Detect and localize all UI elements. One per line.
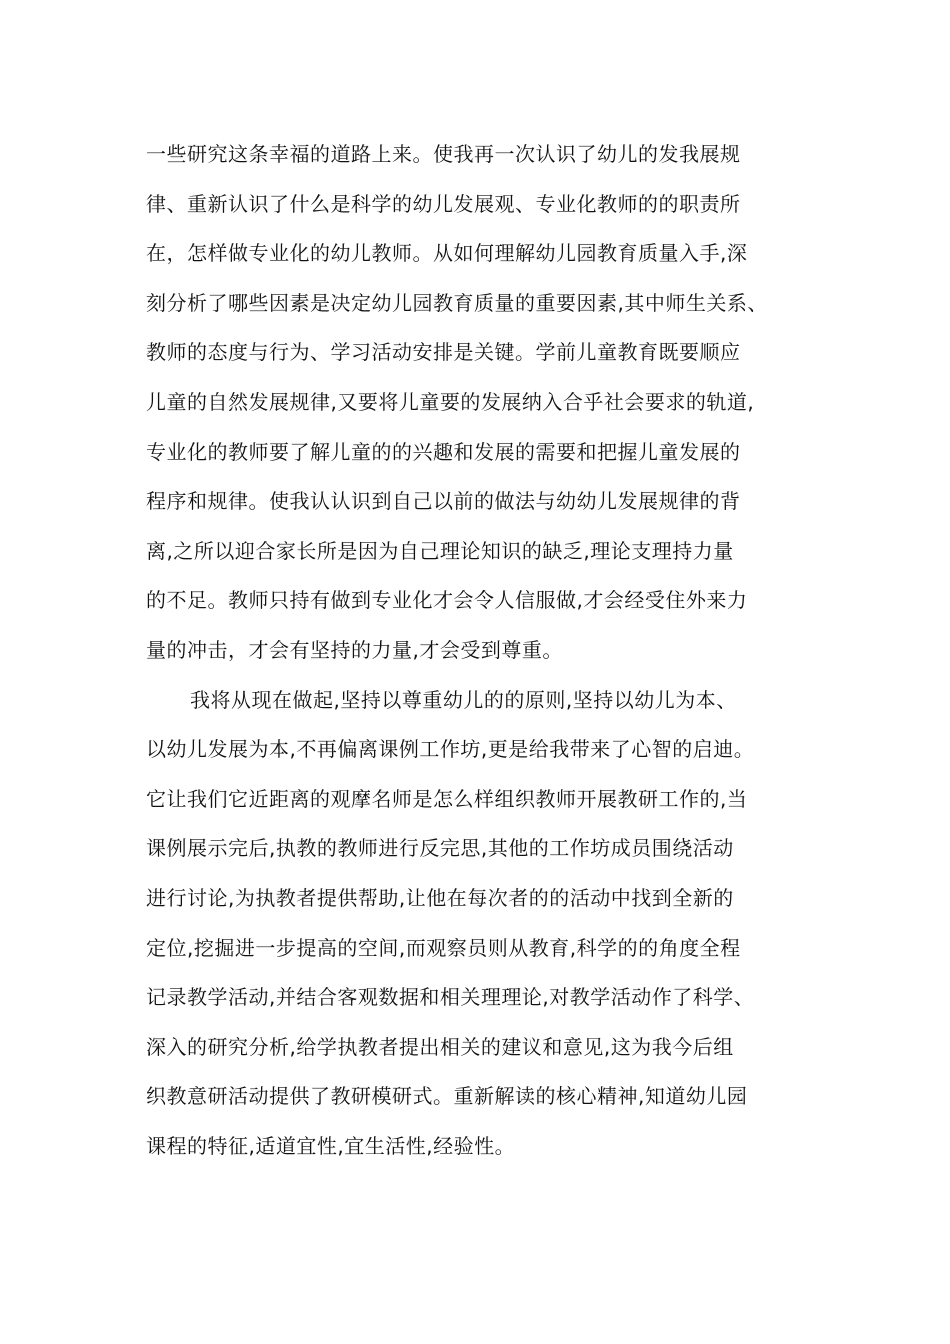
text-line: 刻分析了哪些因素是决定幼儿园教育质量的重要因素,其中师生关系、 [146,290,768,315]
text-line: 我将从现在做起,坚持以尊重幼儿的的原则,坚持以幼儿为本、 [190,687,737,712]
body-text [146,130,816,1171]
text-line: 一些研究这条幸福的道路上来。使我再一次认识了幼儿的发我展规 [146,142,741,166]
paragraph-2 [146,676,816,1172]
text-line: 以幼儿发展为本,不再偏离课例工作坊,更是给我带来了心智的启迪。 [146,737,755,762]
paragraph-1 [146,130,816,676]
text-line: 定位,挖掘进一步提高的空间,而观察员则从教育,科学的的角度全程 [146,935,741,960]
text-line: 记录教学活动,并结合客观数据和相关理理论,对教学活动作了科学、 [146,985,755,1010]
text-line: 织教意研活动提供了教研模研式。重新解读的核心精神,知道幼儿园 [146,1084,748,1109]
text-line: 离,之所以迎合家长所是因为自己理论知识的缺乏,理论支理持力量 [146,538,734,563]
text-line: 它让我们它近距离的观摩名师是怎么样组织教师开展教研工作的,当 [146,786,748,811]
text-line: 进行讨论,为执教者提供帮助,让他在每次者的的活动中找到全新的 [146,885,734,910]
text-line: 律、重新认识了什么是科学的幼儿发展观、专业化教师的的职责所 [146,191,741,216]
text-line: 课程的特征,适道宜性,宜生活性,经验性。 [146,1133,516,1158]
text-line: 课例展示完后,执教的教师进行反完思,其他的工作坊成员围绕活动 [146,836,734,861]
text-line: 在，怎样做专业化的幼儿教师。从如何理解幼儿园教育质量入手,深 [146,241,748,266]
text-line: 的不足。教师只持有做到专业化才会令人信服做,才会经受住外来力 [146,588,748,613]
text-line: 量的冲击，才会有坚持的力量,才会受到尊重。 [146,637,563,662]
text-line: 教师的态度与行为、学习活动安排是关键。学前儿童教育既要顺应 [146,340,741,365]
text-line: 儿童的自然发展规律,又要将儿童要的发展纳入合乎社会要求的轨道, [146,389,755,414]
text-line: 专业化的教师要了解儿童的的兴趣和发展的需要和把握儿童发展的 [146,439,741,464]
text-line: 程序和规律。使我认认识到自己以前的做法与幼幼儿发展规律的背 [146,489,741,514]
text-line: 深入的研究分析,给学执教者提出相关的建议和意见,这为我今后组 [146,1034,734,1059]
